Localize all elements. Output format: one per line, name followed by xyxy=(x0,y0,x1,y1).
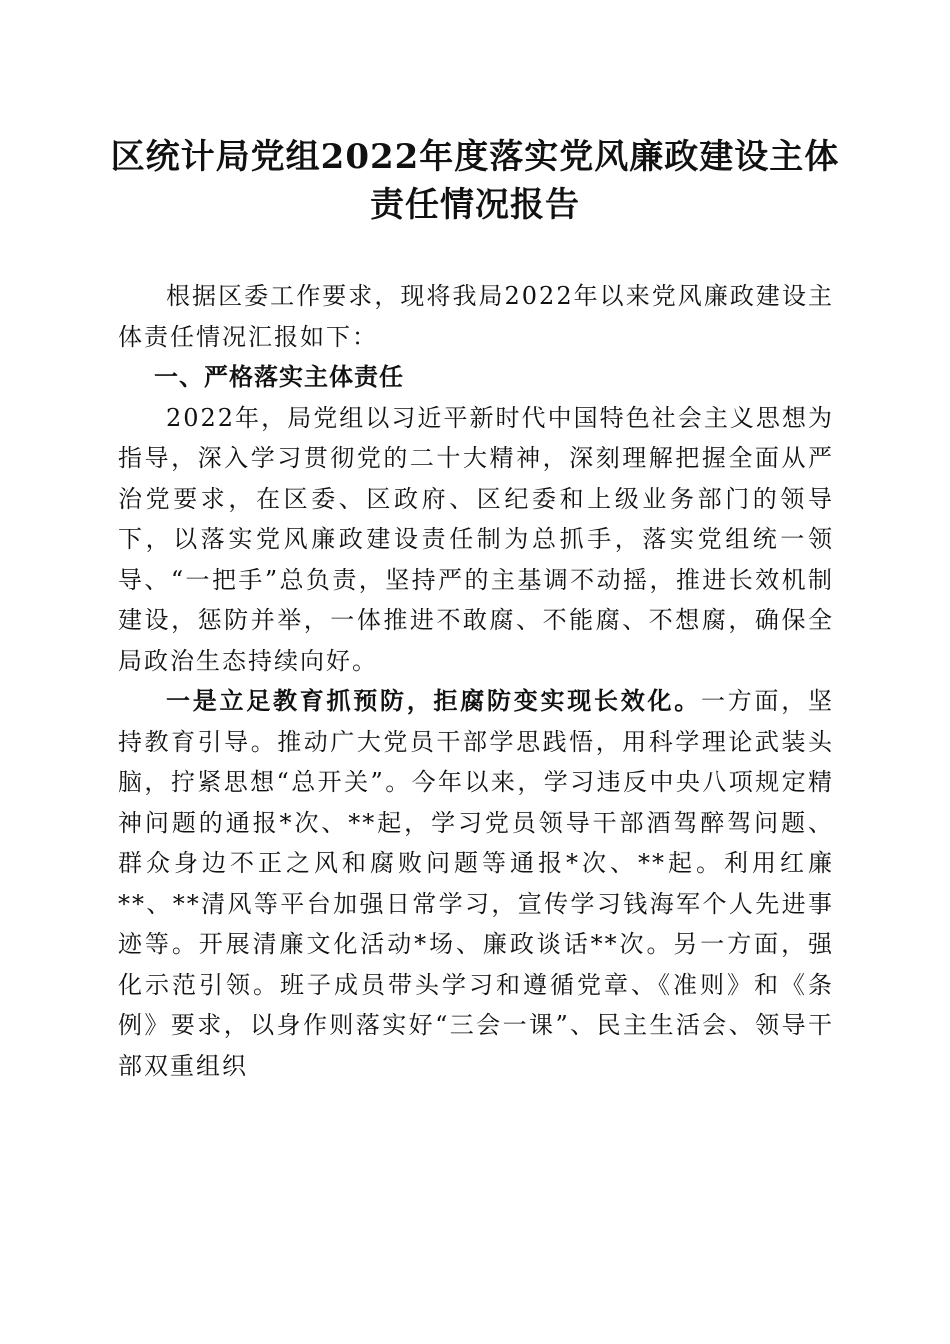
document-title: 区统计局党组2022年度落实党风廉政建设主体责任情况报告 xyxy=(110,137,840,225)
point-1-lead: 一是立足教育抓预防，拒腐防变实现长效化。 xyxy=(166,686,701,715)
point-1-text: 一方面，坚持教育引导。推动广大党员干部学思践悟，用科学理论武装头脑，拧紧思想“总开关”。今年以来，学习违反中央八项规定精神问题的通报*次、**起，学习党员领导干部酒驾醉驾问题、群众身边不正之风和腐败问题等通报*次、**起。利用红廉**、**清风等平台加强日常学习，宣传学习钱海军个人先进事迹等。开展清廉文化活动*场、廉政谈话**次。另一方面，强化示范引领。班子成员带头学习和遵循党章、《准则》和《条例》要求，以身作则落实好“三会一课”、民主生活会、领导干部双重组织 xyxy=(118,687,834,1080)
section-heading-1: 一、严格落实主体责任 xyxy=(154,363,404,391)
section-1-paragraph: 2022年，局党组以习近平新时代中国特色社会主义思想为指导，深入学习贯彻党的二十大精神，深刻理解把握全面从严治党要求，在区委、区政府、区纪委和上级业务部门的领导下，以落实党风廉政建设责任制为总抓手，落实党组统一领导、“一把手”总负责，坚持严的主基调不动摇，推进长效机制建设，惩防并举，一体推进不敢腐、不能腐、不想腐，确保全局政治生态持续向好。 xyxy=(118,403,834,675)
document-body xyxy=(118,276,834,1086)
intro-paragraph: 根据区委工作要求，现将我局2022年以来党风廉政建设主体责任情况汇报如下： xyxy=(118,282,834,351)
point-1-paragraph xyxy=(118,681,834,1086)
